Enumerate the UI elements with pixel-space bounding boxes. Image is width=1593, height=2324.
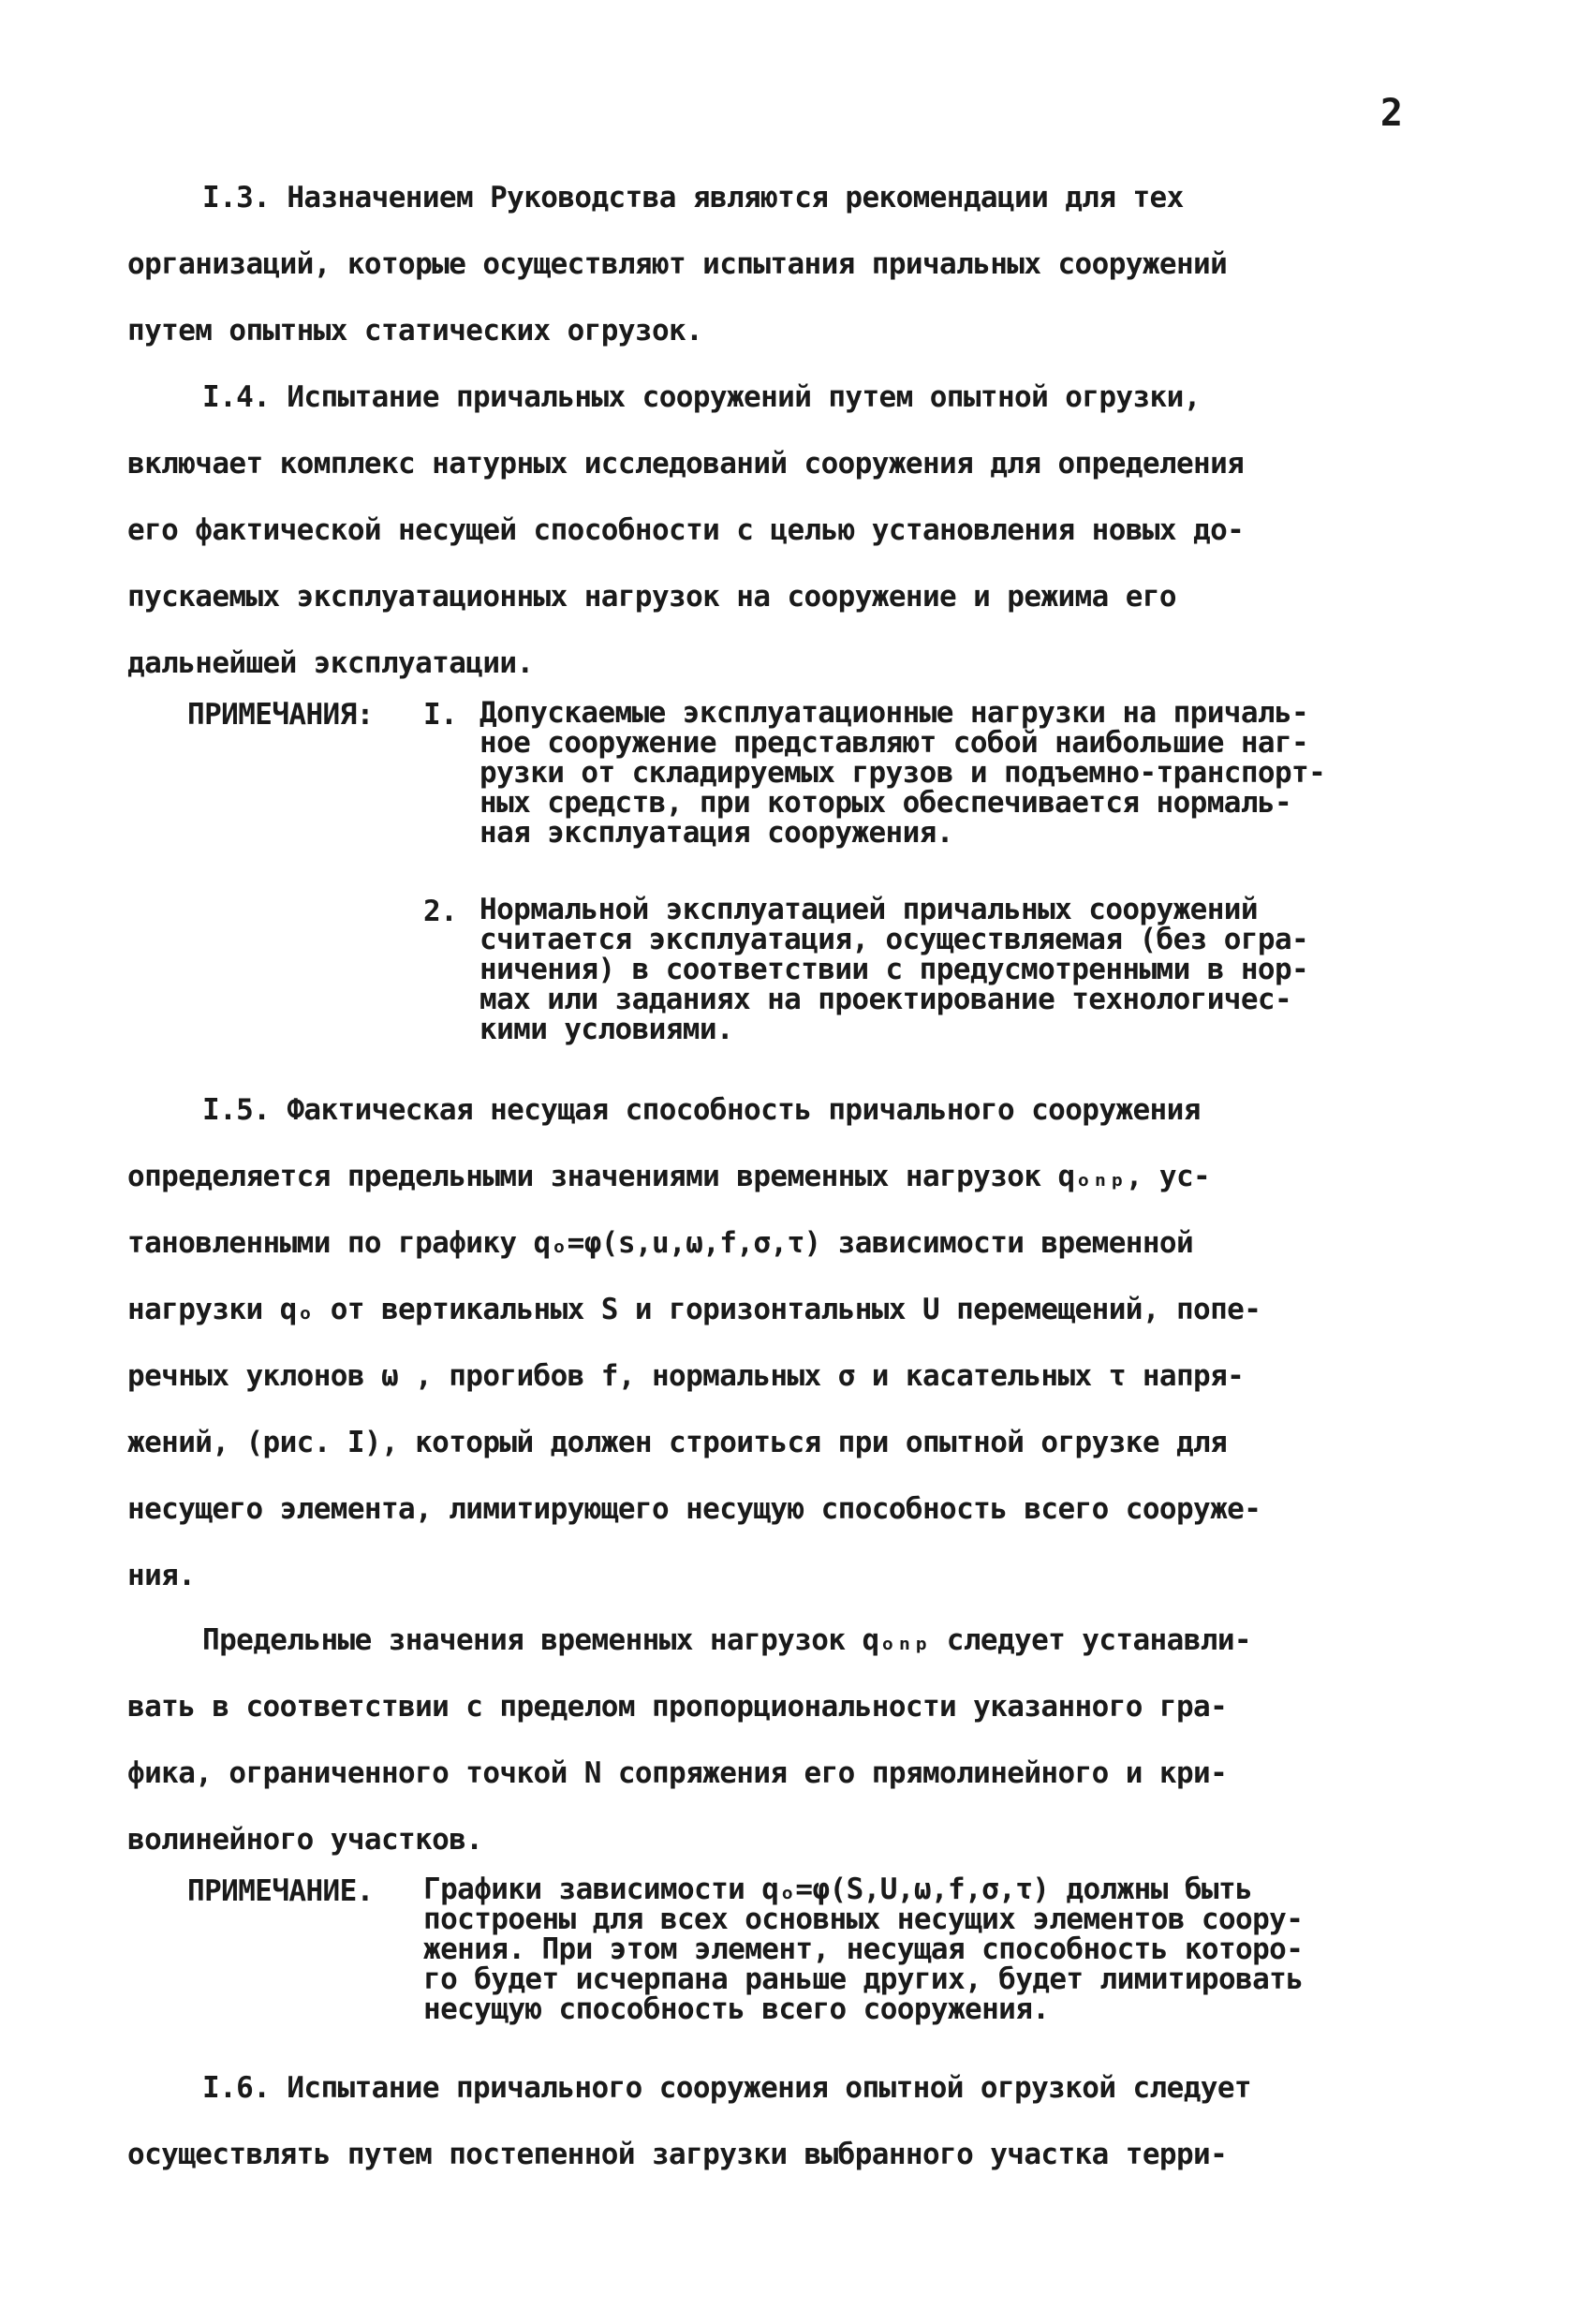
text-line: вать в соответствии с пределом пропорциональности указанного гра- xyxy=(127,1690,1228,1724)
text-line: тановленными по графику qₒ=φ(s,u,ω,f,σ,τ) зависимости временной xyxy=(127,1226,1194,1260)
section-1-4 xyxy=(127,364,1457,697)
note-line: ничения) в соответствии с предусмотренными в нор- xyxy=(479,953,1309,986)
note-label: ПРИМЕЧАНИЕ. xyxy=(187,1874,374,1908)
section-1-6 xyxy=(127,2055,1457,2188)
note-number: I. xyxy=(423,698,458,732)
note-item xyxy=(479,698,1491,848)
section-1-5-continuation xyxy=(127,1607,1457,1873)
text-line: ния. xyxy=(127,1559,196,1592)
text-line: пускаемых эксплуатационных нагрузок на сооружение и режима его xyxy=(127,580,1176,614)
note-number: 2. xyxy=(423,895,458,928)
section-1-5 xyxy=(127,1077,1457,1609)
text-line: дальнейшей эксплуатации. xyxy=(127,646,534,680)
note-line: мах или заданиях на проектирование технологичес- xyxy=(479,983,1292,1016)
text-line: включает комплекс натурных исследований сооружения для определения xyxy=(127,447,1245,481)
text-line: I.5. Фактическая несущая способность причального сооружения xyxy=(202,1093,1201,1127)
text-line: несущего элемента, лимитирующего несущую способность всего сооруже- xyxy=(127,1492,1261,1526)
note-line: несущую способность всего сооружения. xyxy=(423,1992,1050,2026)
note-line: построены для всех основных несущих элементов соору- xyxy=(423,1902,1304,1936)
note-line: ных средств, при которых обеспечивается нормаль- xyxy=(479,786,1292,820)
text-line: его фактической несущей способности с целью установления новых до- xyxy=(127,513,1245,547)
note-line: Графики зависимости qₒ=φ(S,U,ω,f,σ,τ) должны быть xyxy=(423,1873,1253,1906)
text-line: волинейного участков. xyxy=(127,1823,483,1857)
text-line: нагрузки qₒ от вертикальных S и горизонтальных U перемещений, попе- xyxy=(127,1293,1261,1326)
note-line: кими условиями. xyxy=(479,1013,733,1046)
text-line: Предельные значения временных нагрузок qₒₙₚ следует устанавли- xyxy=(202,1623,1251,1657)
note-item xyxy=(479,895,1491,1044)
note-line: ная эксплуатация сооружения. xyxy=(479,816,953,850)
text-line: организаций, которые осуществляют испытания причальных сооружений xyxy=(127,247,1228,281)
text-line: фика, ограниченного точкой N сопряжения его прямолинейного и кри- xyxy=(127,1756,1228,1790)
note-line: рузки от складируемых грузов и подъемно-транспорт- xyxy=(479,756,1326,790)
text-line: осуществлять путем постепенной загрузки выбранного участка терри- xyxy=(127,2138,1228,2171)
note-item xyxy=(423,1874,1472,2024)
page-number: 2 xyxy=(1379,92,1403,135)
text-line: жений, (рис. I), который должен строиться при опытной огрузке для xyxy=(127,1426,1228,1459)
text-line: путем опытных статических огрузок. xyxy=(127,314,703,348)
note-line: Нормальной эксплуатацией причальных сооружений xyxy=(479,893,1258,926)
section-1-3 xyxy=(127,165,1457,364)
note-line: жения. При этом элемент, несущая способность которо- xyxy=(423,1932,1304,1966)
note-line: считается эксплуатация, осуществляемая (без огра- xyxy=(479,923,1309,956)
text-line: определяется предельными значениями временных нагрузок qₒₙₚ, ус- xyxy=(127,1160,1211,1193)
text-line: I.3. Назначением Руководства являются рекомендации для тех xyxy=(202,181,1184,215)
note-line: го будет исчерпана раньше других, будет лимитировать xyxy=(423,1962,1304,1996)
text-line: I.4. Испытание причальных сооружений путем опытной огрузки, xyxy=(202,380,1201,414)
text-line: речных уклонов ω , прогибов f, нормальных σ и касательных τ напря- xyxy=(127,1359,1245,1393)
note-line: Допускаемые эксплуатационные нагрузки на причаль- xyxy=(479,696,1309,730)
notes-label: ПРИМЕЧАНИЯ: xyxy=(187,698,374,732)
note-line: ное сооружение представляют собой наибольшие наг- xyxy=(479,726,1309,760)
text-line: I.6. Испытание причального сооружения опытной огрузкой следует xyxy=(202,2071,1251,2105)
